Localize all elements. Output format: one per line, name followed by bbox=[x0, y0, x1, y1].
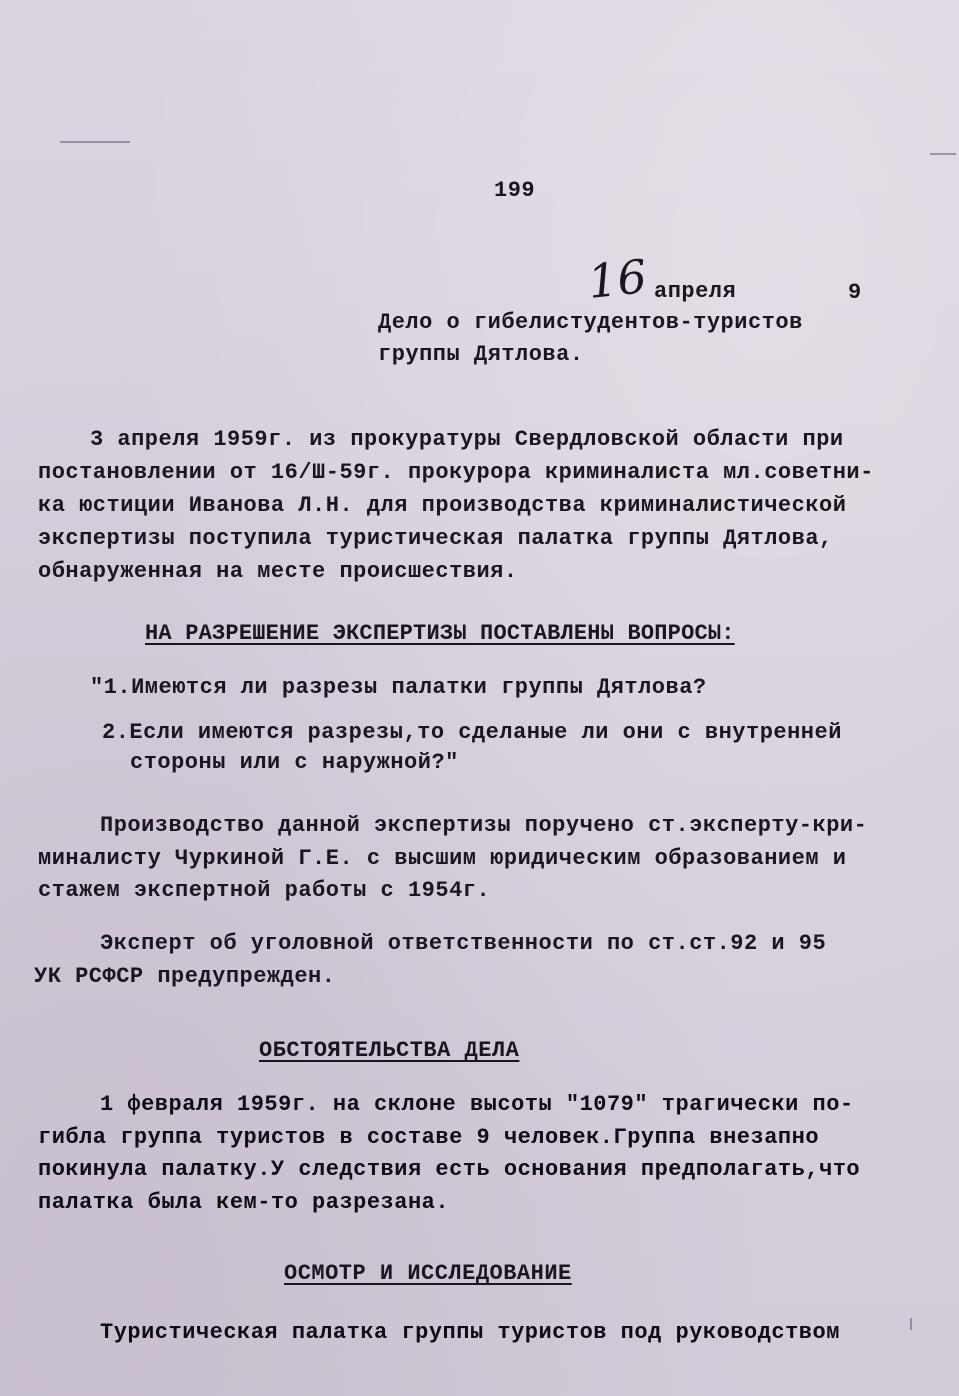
inspection-line: Туристическая палатка группы туристов под руководством bbox=[100, 1320, 840, 1345]
question-line: стороны или с наружной?" bbox=[130, 750, 459, 775]
intro-line: 3 апреля 1959г. из прокуратуры Свердловской области при bbox=[90, 427, 844, 452]
circumstances-line: 1 февраля 1959г. на склоне высоты "1079" трагически по- bbox=[100, 1092, 854, 1117]
circumstances-line: гибла группа туристов в составе 9 человек.Группа внезапно bbox=[38, 1125, 820, 1150]
assignment-line: Производство данной экспертизы поручено ст.эксперту-кри- bbox=[100, 813, 868, 838]
warning-line: УК РСФСР предупрежден. bbox=[34, 964, 336, 989]
inspection-heading: ОСМОТР И ИССЛЕДОВАНИЕ bbox=[284, 1261, 572, 1286]
page-number: 199 bbox=[494, 178, 536, 203]
scan-mark-bottom-right bbox=[910, 1318, 912, 1330]
intro-line: постановлении от 16/Ш-59г. прокурора криминалиста мл.советни- bbox=[38, 460, 874, 485]
date-handwritten-day: 16 bbox=[585, 249, 650, 309]
circumstances-line: покинула палатку.У следствия есть основания предполагать,что bbox=[38, 1157, 861, 1182]
questions-heading: НА РАЗРЕШЕНИЕ ЭКСПЕРТИЗЫ ПОСТАВЛЕНЫ ВОПРОСЫ: bbox=[145, 621, 735, 646]
case-title-line-1: Дело о гибелистудентов-туристов bbox=[378, 310, 803, 335]
circumstances-heading: ОБСТОЯТЕЛЬСТВА ДЕЛА bbox=[259, 1038, 520, 1063]
date-month: апреля bbox=[654, 279, 737, 304]
date-year: 9 bbox=[848, 280, 862, 305]
intro-line: ка юстиции Иванова Л.Н. для производства криминалистической bbox=[38, 493, 847, 518]
intro-line: обнаруженная на месте происшествия. bbox=[38, 559, 518, 584]
assignment-line: стажем экспертной работы с 1954г. bbox=[38, 878, 491, 903]
case-title-line-2: группы Дятлова. bbox=[378, 342, 584, 367]
question-line: "1.Имеются ли разрезы палатки группы Дятлова? bbox=[90, 675, 707, 700]
circumstances-line: палатка была кем-то разрезана. bbox=[38, 1190, 450, 1215]
scan-mark-top-left bbox=[60, 141, 130, 143]
assignment-line: миналисту Чуркиной Г.Е. с высшим юридическим образованием и bbox=[38, 846, 847, 871]
scan-mark-top-right bbox=[930, 153, 956, 155]
question-line: 2.Если имеются разрезы,то сделаные ли они с внутренней bbox=[102, 720, 842, 745]
intro-line: экспертизы поступила туристическая палатка группы Дятлова, bbox=[38, 526, 833, 551]
warning-line: Эксперт об уголовной ответственности по ст.ст.92 и 95 bbox=[100, 931, 827, 956]
